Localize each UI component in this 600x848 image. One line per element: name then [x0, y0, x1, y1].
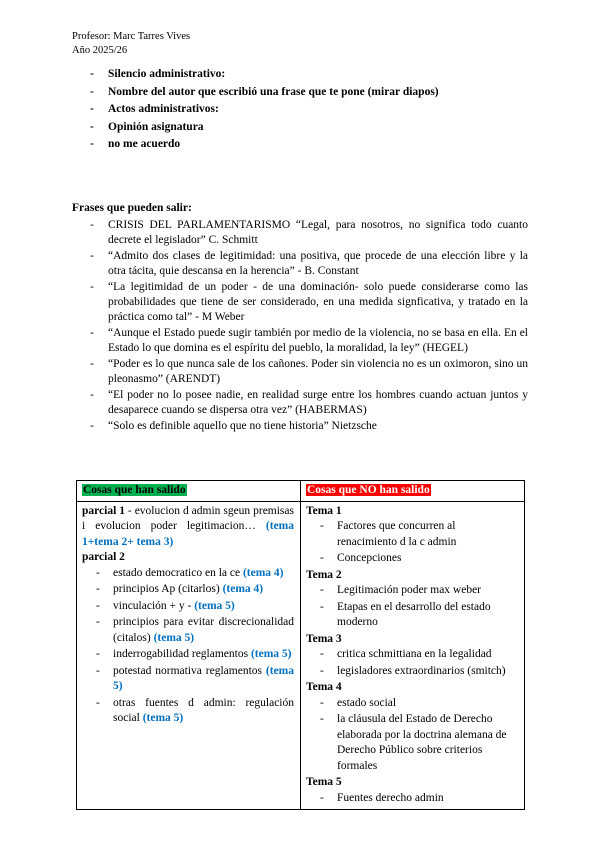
frase-item [90, 280, 528, 325]
left-list-item [96, 599, 294, 615]
tema-item [320, 551, 518, 567]
table-content-row [77, 501, 525, 810]
item-tema-tag: (tema 5) [194, 599, 235, 612]
frases-list [72, 218, 528, 434]
item-text: estado democratico en la ce [113, 566, 243, 579]
tema-item [320, 712, 518, 774]
right-header-cell [301, 481, 525, 502]
tema-block [306, 568, 518, 631]
tema-list [306, 696, 518, 775]
tema-item-text: Concepciones [337, 552, 402, 564]
left-list-item [96, 696, 294, 727]
parcial-1-text: - evolucion d admin sgeun premisas i evolucion poder legitimacion… [82, 504, 294, 532]
tema-item-text: Fuentes derecho admin [337, 791, 444, 804]
left-list-item [96, 647, 294, 663]
tema-item-text: critica schmittiana en la legalidad [337, 648, 492, 660]
tema-item-text: Etapas en el desarrollo del estado moderno [337, 600, 491, 628]
frase-item [90, 326, 528, 356]
tema-list [306, 519, 518, 567]
topic-item [90, 137, 528, 152]
item-text: vinculación + y - [113, 599, 195, 612]
frase-text: “El poder no lo posee nadie, en realidad surge entre los hombres cuando actuan juntos y desaparece cuando se dispersa otra vez” (HABERMAS) [108, 389, 528, 416]
left-list-item [96, 566, 294, 582]
tema-item [320, 583, 518, 599]
document-header [72, 30, 528, 58]
tema-block [306, 504, 518, 567]
left-content-cell [77, 501, 301, 810]
frase-text: “Solo es definible aquello que no tiene historia” Nietzsche [108, 420, 377, 432]
tema-list [306, 647, 518, 679]
topic-text: Nombre del autor que escribió una frase que te pone (mirar diapos) [108, 85, 439, 98]
frase-item [90, 388, 528, 418]
topic-text: Silencio administrativo: [108, 68, 226, 80]
tema-heading: Tema 1 [306, 504, 342, 517]
topics-list [72, 67, 528, 152]
left-list-item [96, 664, 294, 695]
frase-text: “La legitimidad de un poder - de una dominación- solo puede considerarse como las probabilidades que tiene de ser considerado, en una medida signficativa, y tratado en la práctica como tal” - M Weber [108, 281, 528, 323]
table-header-row [77, 481, 525, 502]
topic-item [90, 102, 528, 117]
topic-text: no me acuerdo [108, 138, 181, 150]
topic-item [90, 120, 528, 135]
item-tema-tag: (tema 5) [153, 631, 195, 644]
item-tema-tag: (tema 4) [222, 583, 264, 595]
professor-line: Profesor: Marc Tarres Vives [72, 31, 191, 42]
tema-item-text: Legitimación poder max weber [337, 584, 482, 596]
tema-block [306, 775, 518, 806]
topic-text: Actos administrativos: [108, 103, 219, 115]
tema-block [306, 632, 518, 680]
item-text: potestad normativa reglamentos [113, 664, 266, 677]
topic-item [90, 85, 528, 100]
frase-item [90, 218, 528, 248]
tema-list [306, 583, 518, 631]
item-tema-tag: (tema 5) [113, 664, 294, 692]
left-column-header: Cosas que han salido [83, 484, 186, 496]
tema-item [320, 696, 518, 712]
tema-item-text: Factores que concurren al renacimiento d la c admin [337, 520, 457, 548]
left-header-cell [77, 481, 301, 502]
frase-text: CRISIS DEL PARLAMENTARISMO “Legal, para nosotros, no significa todo cuanto decrete el legislador” C. Schmitt [108, 219, 528, 246]
frase-item [90, 357, 528, 387]
frases-section-title: Frases que pueden salir: [72, 202, 192, 214]
parcial-1-label: parcial 1 [82, 504, 125, 517]
tema-heading: Tema 3 [306, 632, 342, 645]
exam-notes-table [76, 480, 525, 810]
topic-item [90, 67, 528, 82]
parcial-2-list [82, 566, 294, 727]
tema-heading: Tema 2 [306, 568, 342, 581]
item-text: principios Ap (citarlos) [113, 583, 223, 595]
frase-text: “Poder es lo que nunca sale de los cañones. Poder sin violencia no es un oximoron, sino un pleonasmo” (ARENDT) [108, 358, 528, 385]
tema-block [306, 680, 518, 774]
right-content-cell [301, 501, 525, 810]
frase-item [90, 419, 528, 434]
frase-text: “Aunque el Estado puede sugir también por medio de la violencia, no se basa en ella. En el Estado lo que domina es el espíritu del pueblo, la moralidad, la ley” (HEGEL) [108, 327, 528, 354]
tema-item-text: la cláusula del Estado de Derecho elaborada por la doctrina alemana de Derecho Público sobre criterios formales [337, 713, 507, 772]
item-text: inderrogabilidad reglamentos [113, 648, 251, 660]
item-tema-tag: (tema 4) [242, 566, 284, 579]
tema-item [320, 791, 518, 807]
left-list-item [96, 615, 294, 646]
tema-item [320, 600, 518, 631]
parcial-1-temas: (tema 1+tema 2+ tema 3) [82, 520, 294, 548]
year-line: Año 2025/26 [72, 45, 128, 56]
tema-item [320, 647, 518, 663]
right-column-header: Cosas que NO han salido [307, 484, 430, 496]
tema-item [320, 519, 518, 550]
item-text: otras fuentes d admin: regulación social [113, 696, 294, 724]
tema-item-text: legisladores extraordinarios (smitch) [337, 664, 506, 677]
topic-text: Opinión asignatura [108, 120, 204, 133]
left-list-item [96, 582, 294, 598]
tema-heading: Tema 5 [306, 776, 342, 788]
frase-text: “Admito dos clases de legitimidad: una positiva, que procede de una elección libre y la otra tácita, quie descansa en la herencia” - B. Constant [108, 250, 528, 277]
tema-list [306, 791, 518, 807]
tema-item-text: estado social [337, 696, 397, 709]
tema-item [320, 664, 518, 680]
item-text: principios para evitar discrecionalidad (citalos) [113, 616, 294, 644]
frase-item [90, 249, 528, 279]
parcial-2-label: parcial 2 [82, 551, 125, 563]
tema-heading: Tema 4 [306, 681, 342, 693]
item-tema-tag: (tema 5) [142, 712, 184, 724]
item-tema-tag: (tema 5) [250, 648, 292, 660]
parcial-1-entry [82, 504, 294, 551]
